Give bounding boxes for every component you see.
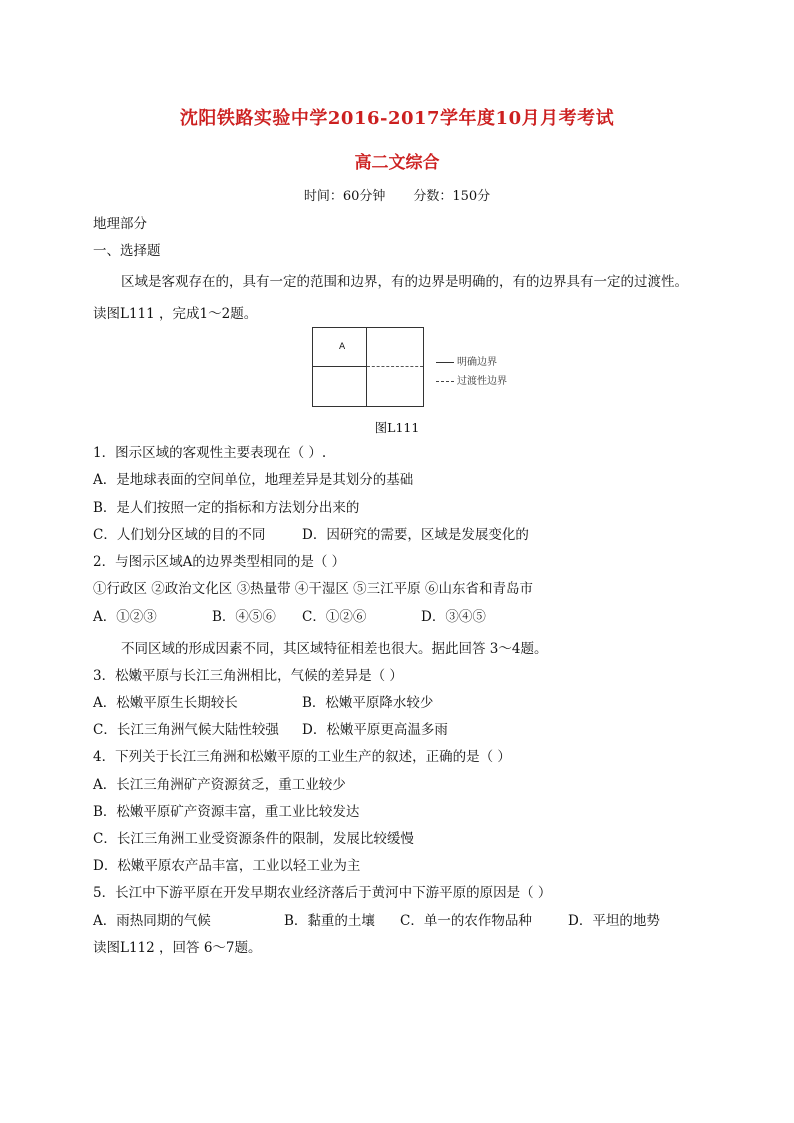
q4-option-c: C．长江三角洲工业受资源条件的限制，发展比较缓慢 xyxy=(93,831,414,847)
q2-option-c: C．①②⑥ xyxy=(302,609,367,625)
figure-caption: 图L111 xyxy=(374,420,420,435)
q5-option-d: D．平坦的地势 xyxy=(568,913,660,929)
q5-option-a: A．雨热同期的气候 xyxy=(93,913,211,929)
figure-vertical-border xyxy=(366,328,367,406)
intro2: 不同区域的形成因素不同，其区域特征相差也很大。据此回答 3～4题。 xyxy=(121,641,548,657)
exam-time: 时间：60分钟 xyxy=(303,189,386,204)
section-part: 一、选择题 xyxy=(93,243,161,259)
q1-option-a: A．是地球表面的空间单位，地理差异是其划分的基础 xyxy=(93,472,414,488)
q1-option-b: B．是人们按照一定的指标和方法划分出来的 xyxy=(93,500,360,516)
legend-clear-boundary: 明确边界 xyxy=(436,353,497,368)
figure-region-a-label: A xyxy=(339,342,346,352)
q2-stem: 2．与图示区域A的边界类型相同的是（ ） xyxy=(93,554,346,570)
q3-option-b: B．松嫩平原降水较少 xyxy=(302,695,434,711)
q4-option-b: B．松嫩平原矿产资源丰富，重工业比较发达 xyxy=(93,804,360,820)
q5-stem: 5．长江中下游平原在开发早期农业经济落后于黄河中下游平原的原因是（ ） xyxy=(93,885,552,901)
q3-stem: 3．松嫩平原与长江三角洲相比，气候的差异是（ ） xyxy=(93,668,403,684)
exam-title: 沈阳铁路实验中学2016-2017学年度10月月考考试 xyxy=(179,108,615,129)
region-boundary-figure xyxy=(312,327,424,407)
q4-option-d: D．松嫩平原农产品丰富，工业以轻工业为主 xyxy=(93,858,361,874)
outro-line: 读图L112 ，回答 6～7题。 xyxy=(93,940,262,956)
q2-option-a: A．①②③ xyxy=(93,609,157,625)
q1-option-c: C．人们划分区域的目的不同 xyxy=(93,527,266,543)
solid-line-icon xyxy=(436,362,454,363)
exam-subtitle: 高二文综合 xyxy=(354,153,440,173)
dashed-line-icon xyxy=(436,381,454,382)
exam-score: 分数：150分 xyxy=(413,189,491,204)
q3-option-d: D．松嫩平原更高温多雨 xyxy=(302,722,448,738)
figure-clear-border xyxy=(313,366,367,367)
legend-transition-boundary: 过渡性边界 xyxy=(436,372,507,387)
q4-option-a: A．长江三角洲矿产资源贫乏，重工业较少 xyxy=(93,777,346,793)
exam-meta xyxy=(0,185,794,204)
section-name: 地理部分 xyxy=(93,216,147,232)
figure-transition-border xyxy=(367,366,423,367)
q3-option-c: C．长江三角洲气候大陆性较强 xyxy=(93,722,279,738)
q2-option-d: D．③④⑤ xyxy=(421,609,486,625)
q1-stem: 1．图示区域的客观性主要表现在（ ）. xyxy=(93,445,327,461)
q2-items: ①行政区 ②政治文化区 ③热量带 ④干湿区 ⑤三江平原 ⑥山东省和青岛市 xyxy=(93,581,533,597)
q1-option-d: D．因研究的需要，区域是发展变化的 xyxy=(302,527,529,543)
q2-option-b: B．④⑤⑥ xyxy=(212,609,276,625)
q5-option-c: C．单一的农作物品种 xyxy=(400,913,532,929)
q5-option-b: B．黏重的土壤 xyxy=(284,913,375,929)
q3-option-a: A．松嫩平原生长期较长 xyxy=(93,695,238,711)
intro1-line2: 读图L111 ，完成1～2题。 xyxy=(93,306,258,322)
q4-stem: 4．下列关于长江三角洲和松嫩平原的工业生产的叙述，正确的是（ ） xyxy=(93,749,511,765)
intro1-line1: 区域是客观存在的，具有一定的范围和边界，有的边界是明确的，有的边界具有一定的过渡性。 xyxy=(121,274,688,290)
